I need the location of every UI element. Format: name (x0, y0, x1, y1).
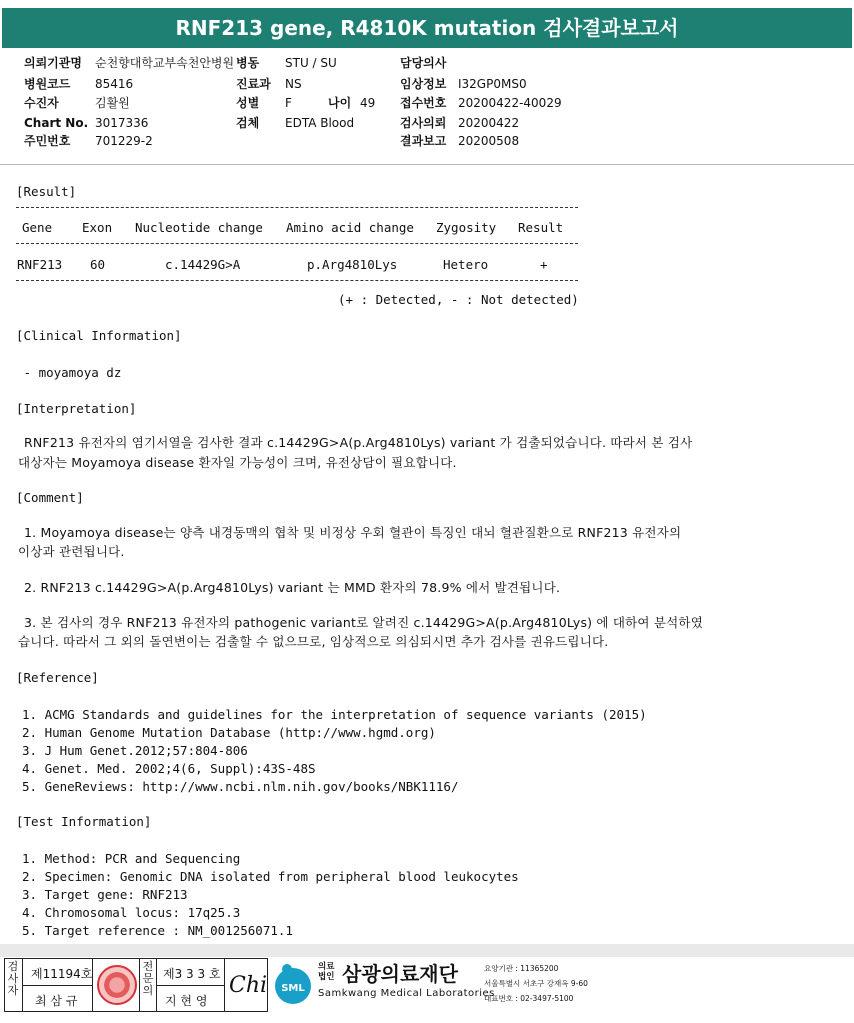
info-hospital-code: 병원코드 (24, 77, 71, 91)
result-cell-gene: RNF213 (17, 257, 63, 272)
info-patient-value: 김활원 (95, 96, 130, 110)
org-english-name: Samkwang Medical Laboratories (318, 988, 495, 999)
info-resident-no: 주민번호 (24, 134, 71, 148)
comment-item-3-line-1: 3. 본 검사의 경우 RNF213 유전자의 pathogenic variant로 알려진 c.14429G>A(p.Arg4810Lys) 에 대하여 분석하였 (24, 615, 703, 630)
report-title: RNF213 gene, R4810K mutation 검사결과보고서 (2, 8, 852, 48)
interpretation-line-2: 대상자는 Moyamoya disease 환자일 가능성이 크며, 유전상담이 필요합니다. (18, 455, 457, 470)
result-rule-mid (16, 243, 578, 244)
info-age: 나이 (328, 96, 352, 110)
result-col-nucleotide: Nucleotide change (135, 220, 263, 235)
info-specimen-value: EDTA Blood (285, 116, 355, 130)
divider (156, 985, 224, 986)
result-cell-nucleotide: c.14429G>A (165, 257, 241, 272)
result-rule-bottom (16, 280, 578, 281)
divider (224, 959, 225, 1011)
info-report-date-value: 20200508 (458, 134, 520, 148)
info-doctor: 담당의사 (400, 56, 447, 70)
result-cell-amino: p.Arg4810Lys (307, 257, 398, 272)
info-clinical: 임상정보 (400, 77, 447, 91)
info-ward: 병동 (236, 56, 260, 70)
test-info-item: 2. Specimen: Genomic DNA isolated from peripheral blood leukocytes (22, 869, 519, 884)
test-info-heading: [Test Information] (16, 814, 152, 829)
info-patient: 수진자 (24, 96, 59, 110)
info-department: 진료과 (236, 77, 271, 91)
org-phone: 대표번호 : 02-3497-5100 (484, 994, 574, 1003)
sml-logo-icon (270, 960, 316, 1006)
reference-item: 2. Human Genome Mutation Database (http://www.hgmd.org) (22, 725, 436, 740)
org-agency-no: 요양기관 : 11365200 (484, 964, 559, 973)
divider (92, 959, 93, 1011)
info-ward-value: STU / SU (285, 56, 337, 70)
examiner-seal-icon (97, 965, 137, 1005)
info-request-date-value: 20200422 (458, 116, 520, 130)
reference-heading: [Reference] (16, 670, 99, 685)
comment-item-1-line-1: 1. Moyamoya disease는 양측 내경동맥의 협착 및 비정상 우회 혈관이 특징인 대뇌 혈관질환으로 RNF213 유전자의 (24, 525, 682, 540)
result-legend: (+ : Detected, - : Not detected) (338, 292, 579, 307)
org-name: 삼광의료재단 (342, 962, 458, 986)
reference-item: 4. Genet. Med. 2002;4(6, Suppl):43S-48S (22, 761, 316, 776)
test-info-item: 3. Target gene: RNF213 (22, 887, 188, 902)
result-cell-exon: 60 (90, 257, 106, 272)
result-col-gene: Gene (22, 220, 53, 235)
result-col-amino: Amino acid change (286, 220, 414, 235)
interpretation-heading: [Interpretation] (16, 401, 137, 416)
result-cell-zygosity: Hetero (443, 257, 489, 272)
info-department-value: NS (285, 77, 302, 91)
comment-heading: [Comment] (16, 490, 84, 505)
reference-item: 5. GeneReviews: http://www.ncbi.nlm.nih.gov/books/NBK1116/ (22, 779, 459, 794)
info-specimen: 검체 (236, 116, 260, 130)
specialist-label: 전문의 (142, 960, 154, 997)
reference-item: 3. J Hum Genet.2012;57:804-806 (22, 743, 248, 758)
info-receipt-no-value: 20200422-40029 (458, 96, 562, 110)
info-sex: 성별 (236, 96, 260, 110)
info-clinical-value: I32GP0MS0 (458, 77, 527, 91)
org-prefix: 의료법인 (318, 962, 335, 982)
comment-item-3-line-2: 습니다. 따라서 그 외의 돌연변이는 검출할 수 없으므로, 임상적으로 의심되시면 추가 검사를 권유드립니다. (18, 634, 609, 649)
info-receipt-no: 접수번호 (400, 96, 447, 110)
interpretation-line-1: RNF213 유전자의 염기서열을 검사한 결과 c.14429G>A(p.Arg4810Lys) variant 가 검출되었습니다. 따라서 본 검사 (24, 435, 693, 450)
signature-box (4, 958, 268, 1012)
info-chart-no: Chart No. (24, 116, 89, 130)
result-col-exon: Exon (82, 220, 113, 235)
info-label: 의뢰기관명 (24, 56, 82, 70)
clinical-heading: [Clinical Information] (16, 328, 182, 343)
comment-item-1-line-2: 이상과 관련됩니다. (18, 544, 125, 559)
test-info-item: 5. Target reference : NM_001256071.1 (22, 923, 293, 938)
result-heading: [Result] (16, 184, 77, 199)
comment-item-2-line-1: 2. RNF213 c.14429G>A(p.Arg4810Lys) variant 는 MMD 환자의 78.9% 에서 발견됩니다. (24, 580, 561, 595)
specialist-license: 제3 3 3 호 (163, 967, 221, 981)
examiner-license: 제11194호 (31, 967, 93, 981)
info-age-value: 49 (360, 96, 376, 110)
header-divider (0, 164, 854, 165)
reference-item: 1. ACMG Standards and guidelines for the interpretation of sequence variants (2015) (22, 707, 647, 722)
result-col-result: Result (518, 220, 564, 235)
info-sex-value: F (285, 96, 292, 110)
info-resident-no-value: 701229-2 (95, 134, 153, 148)
result-col-zygosity: Zygosity (436, 220, 497, 235)
divider (22, 985, 92, 986)
info-hospital (24, 56, 82, 70)
result-rule-top (16, 207, 578, 208)
test-info-item: 1. Method: PCR and Sequencing (22, 851, 241, 866)
examiner-name: 최 삼 규 (35, 994, 78, 1008)
specialist-signature: Chi (229, 973, 268, 998)
divider (139, 959, 140, 1011)
info-hospital-code-value: 85416 (95, 77, 134, 91)
org-address: 서울특별시 서초구 강재옥 9-60 (484, 979, 588, 988)
result-cell-result: + (540, 257, 548, 272)
examiner-label: 검사자 (7, 960, 19, 997)
info-hospital-value: 순천향대학교부속천안병원 (95, 56, 235, 70)
info-report-date: 결과보고 (400, 134, 447, 148)
info-request-date: 검사의뢰 (400, 116, 447, 130)
clinical-text: - moyamoya dz (16, 365, 122, 380)
info-chart-no-value: 3017336 (95, 116, 149, 130)
footer-band (0, 944, 854, 957)
test-info-item: 4. Chromosomal locus: 17q25.3 (22, 905, 241, 920)
logo-text: SML (281, 983, 305, 994)
specialist-name: 지 현 영 (165, 994, 208, 1008)
